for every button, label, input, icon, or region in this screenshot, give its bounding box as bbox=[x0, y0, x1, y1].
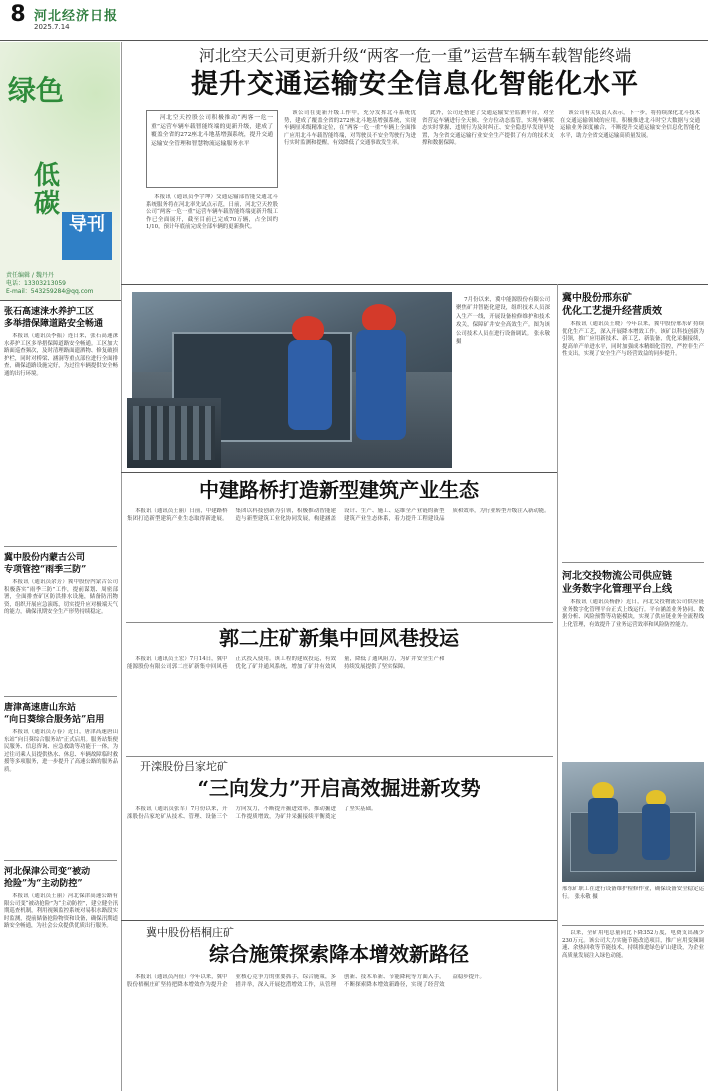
side-banner bbox=[0, 42, 120, 300]
left-article-4 bbox=[4, 866, 118, 1086]
lead-photo-caption-box bbox=[452, 292, 554, 468]
right-article-1-subtitle: 优化工艺提升经营质效 bbox=[562, 306, 662, 317]
left-article-2-body: 本报讯（通讯员余芳）冀中股份内蒙古公司积极落实“雨季三防”工作，提前谋划、周密部署，全面排查矿区防洪排水设施，储备防汛物资，组织开展应急演练，切实提升应对极端天气的能力，确保汛期安全生产形势持续稳定。 bbox=[4, 579, 118, 616]
right-article-2-body: 本报讯（通讯员杨静）近日，河北交投物流公司供应链业务数字化管理平台正式上线运行。平台涵盖业务协同、数据分析、风险预警等功能模块，实现了供应链业务全流程线上化管理，有效提升了业务运营效率和风险防控能力。 bbox=[562, 599, 704, 628]
article-lvjiatuo-body: 本报讯（通讯员张军）7月份以来，开滦股份吕家坨矿从技术、管理、设备三个方向发力，不断提升掘进效率，推动掘进工作提质增效，为矿井采掘接续平衡奠定了坚实基础。 bbox=[127, 806, 377, 820]
article-lvjiatuo-title: “三向发力”开启高效掘进新攻势 bbox=[197, 776, 481, 800]
right-article-1-title: 冀中股份邢东矿 bbox=[562, 293, 632, 304]
lead-title-main: 提升交通运输安全信息化智能化水平 bbox=[191, 69, 639, 100]
banner-lowcarbon: 低碳 bbox=[34, 161, 61, 219]
left-article-3 bbox=[4, 702, 118, 856]
left-article-4-title: 河北保津公司变“被动 bbox=[4, 867, 91, 877]
banner-email: E-mail：543259284@qq.com bbox=[6, 288, 94, 295]
left-article-1-subtitle: 多举措保障道路安全畅通 bbox=[4, 319, 104, 329]
left-article-1-title: 张石高速涞水养护工区 bbox=[4, 307, 95, 317]
article-guoerzhuang-body: 本报讯（通讯员王宏）7月14日，冀中能源股份有限公司郭二庄矿新集中回风巷正式投入使用。该工程的建成投运，有效优化了矿井通风系统，增加了矿井有效风量，降低了通风阻力，为矿井安全生产和持续发展提供了坚实保障。 bbox=[127, 656, 445, 670]
right-article-2 bbox=[562, 570, 704, 758]
article-lvjiatuo-kicker: 开滦股份吕家坨矿 bbox=[140, 760, 228, 773]
lead-paragraph-1: 本报讯（通讯员李宇坤）交通运输部智能交通北斗系统服务将在河北率先试点示范，日前，河北空天控股公司“两客一危一重”运营车辆车载智能终端更新升级工作已全面展开，截至目前已完成70万辆，占全国约1/10，预计年底前完成全部车辆的更新换代。 bbox=[146, 194, 278, 231]
left-article-3-body: 本报讯（通讯员万春）近日，唐津高速唐山东站“向日葵综合服务站”正式启用。服务站集便民服务、信息咨询、应急救助等功能于一体，为过往司乘人员提供热水、休息、车辆故障临时救援等多项服务，进一步提升了高速公路的服务品质。 bbox=[4, 729, 118, 773]
article-guoerzhuang-title: 郭二庄矿新集中回风巷投运 bbox=[219, 626, 459, 650]
lead-photo-caption: 7月份以来，冀中能源股份有限公司聚焦矿井智能化建设，组织技术人员深入生产一线，开展设备检修维护和技术攻关，保障矿井安全高效生产。图为该公司技术人员在进行设备调试。 张永敬 摄 bbox=[456, 297, 550, 346]
left-article-4-subtitle: 抢险”为“主动防控” bbox=[4, 879, 83, 889]
right-photo bbox=[562, 762, 704, 882]
lead-summary-box bbox=[146, 110, 278, 188]
left-article-2-subtitle: 专项管控“雨季三防” bbox=[4, 565, 87, 575]
article-wutongzhuang-title: 综合施策探索降本增效新路径 bbox=[209, 942, 469, 966]
banner-guide: 导刊 bbox=[62, 212, 112, 260]
masthead bbox=[0, 0, 708, 42]
issue-date: 2025.7.14 bbox=[34, 23, 70, 31]
right-article-2-subtitle: 业务数字化管理平台上线 bbox=[562, 584, 672, 595]
banner-green: 绿色 bbox=[8, 74, 65, 107]
article-wutongzhuang-kicker: 冀中股份梧桐庄矿 bbox=[146, 926, 234, 939]
left-article-1 bbox=[4, 306, 118, 542]
lead-title-top: 河北空天公司更新升级“两客一危一重”运营车辆车载智能终端 bbox=[198, 46, 632, 65]
lead-paragraph-3: 此外，公司还搭建了交通运输安全监测平台，对全省营运车辆进行全天候、全方位动态监管，实现车辆状态实时掌握、违规行为及时纠正、安全隐患早发现早处置，为全省交通运输行业安全生产提供了有力的技术支撑和数据保障。 bbox=[422, 110, 554, 147]
left-article-1-body: 本报讯（通讯员李振）连日来，张石高速涞水养护工区多举措保障道路安全畅通。工区加大路面巡查频次，及时清理路面遗洒物、修复破损护栏，同时对桥梁、涵洞等重点部位进行全面排查，确保道路设施完好，为过往车辆提供安全畅通的出行环境。 bbox=[4, 333, 118, 377]
left-article-4-body: 本报讯（通讯员王丽）河北保津高速公路有限公司变“被动抢险”为“主动防控”，建立健全汛期巡查机制，利用视频监控系统对易积水路段实时监测，提前储备抢险物资和设备，确保汛期道路安全畅通，为社会公众提供优质出行服务。 bbox=[4, 893, 118, 930]
paper-name: 河北经济日报 bbox=[34, 9, 119, 24]
banner-phone: 电话：13303213059 bbox=[6, 280, 66, 287]
article-zhongjian-body: 本报讯（通讯员王丽）日前，中建路桥集团打造新型建筑产业生态取得新进展。集团以科技创新为引领，积极推动智能建造与新型建筑工业化协同发展，构建涵盖设计、生产、施工、运维全产业链的新型建筑产业生态体系，着力提升工程建设品质和效率，为行业转型升级注入新动能。 bbox=[127, 508, 550, 522]
left-article-2-title: 冀中股份内蒙古公司 bbox=[4, 553, 86, 563]
article-zhongjian-title: 中建路桥打造新型建筑产业生态 bbox=[199, 478, 479, 502]
banner-editor: 责任编辑 / 魏丹丹 bbox=[6, 272, 54, 279]
right-photo-caption: 邢东矿职工在进行设备维护检修作业，确保设备安全稳定运行。 张永敬 摄 bbox=[562, 886, 704, 900]
lead-summary: 河北空天控股公司积极推动“两客一危一重”运营车辆车载智能终端的更新升级，建成了覆盖全省的272座北斗地基增强系统，提升交通运输安全管理和智慧物流运输服务水平 bbox=[151, 115, 273, 147]
right-article-1 bbox=[562, 292, 704, 560]
article-wutongzhuang-body: 本报讯（通讯员冯征）今年以来，冀中股份梧桐庄矿坚持把降本增效作为提升企业核心竞争力的重要抓手，综合施策，多措并举，深入开展挖潜增效工作，从管理创新、技术革新、节能降耗等方面入手，不断探索降本增效新路径，实现了经营效益稳步提升。 bbox=[127, 974, 485, 988]
page-number: 8 bbox=[10, 2, 26, 27]
right-article-2-title: 河北交投物流公司供应链 bbox=[562, 571, 672, 582]
lead-paragraph-2: 该公司在更新升级工作中，充分发挥北斗系统优势，建成了覆盖全省的272座北斗地基增强系统，实现车辆厘米级精准定位，在“两客一危一重”车辆上全面推广应用北斗车载智能终端，对驾驶员不安全驾驶行为进行实时监测和提醒，有效降低了交通事故发生率。 bbox=[284, 110, 416, 147]
lead-paragraph-4: 该公司有关负责人表示，下一步，将持续深化北斗技术在交通运输领域的应用，积极推进北斗时空大数据与交通运输业务深度融合，不断提升交通运输安全信息化智能化水平，助力全省交通运输高质量发展。 bbox=[560, 110, 700, 139]
left-article-3-subtitle: “向日葵综合服务站”启用 bbox=[4, 715, 105, 725]
left-article-2 bbox=[4, 552, 118, 692]
right-article-1-body: 本报讯（通讯员王晓）今年以来，冀中股份邢东矿持续优化生产工艺，深入开展降本增效工作。该矿以科技创新为引领，推广应用新技术、新工艺、新装备，优化采掘接续，提高单产单进水平，同时加强成本精细化管控，严控非生产性支出，实现了安全生产与经营效益的同步提升。 bbox=[562, 321, 704, 358]
right-article-3-body: 以来，全矿用电总量同比下降352万度，电费支出减少230万元。该公司大力实施节能改造项目，推广应用变频调速、余热回收等节能技术，持续推进绿色矿山建设，为企业高质量发展注入绿色动能。 bbox=[562, 930, 704, 959]
small-photo bbox=[127, 398, 221, 468]
left-article-3-title: 唐津高速唐山东站 bbox=[4, 703, 77, 713]
